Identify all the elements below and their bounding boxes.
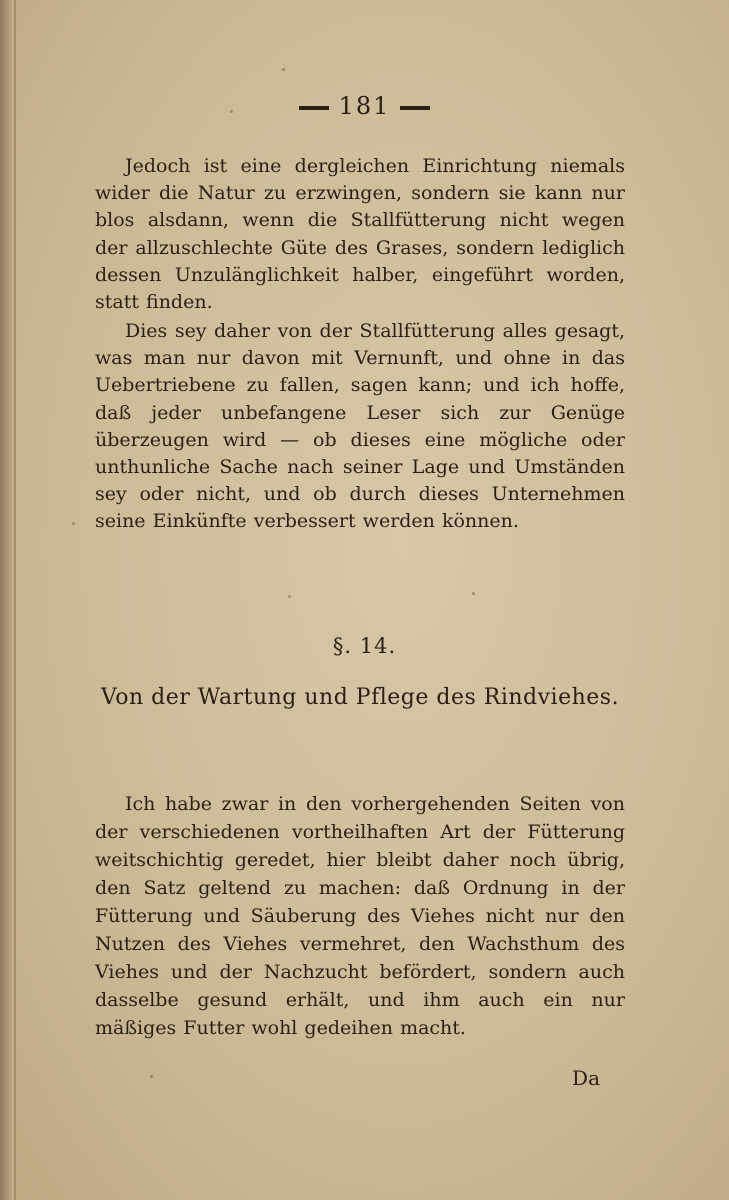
section-heading: Von der Wartung und Pflege des Rindviehes. — [100, 685, 620, 710]
header-dash-left — [299, 106, 329, 110]
catchword: Da — [572, 1066, 600, 1090]
paper-speck — [288, 595, 291, 598]
page-header — [0, 92, 729, 120]
paper-speck — [72, 522, 75, 525]
paper-speck — [230, 110, 233, 113]
section-number: §. 14. — [332, 634, 397, 658]
paragraph-3 — [95, 790, 625, 1042]
paper-speck — [282, 68, 285, 71]
paragraph-1-text: Jedoch ist eine dergleichen Einrichtung niemals wider die Natur zu erzwingen, sondern sie kann nur blos alsdann, wenn die Stallfütterung nicht wegen der allzuschlechte Güte des Grases, sondern lediglich dessen Unzulänglichkeit halber, eingeführt worden, statt finden. — [95, 155, 625, 314]
page-gutter — [0, 0, 14, 1200]
paper-speck — [472, 592, 475, 595]
paper-speck — [150, 1075, 153, 1078]
paragraph-1 — [95, 153, 625, 316]
page-number: 181 — [338, 92, 391, 120]
paragraph-2 — [95, 318, 625, 536]
header-dash-right — [400, 106, 430, 110]
page-edge — [14, 0, 16, 1200]
paragraph-2-text: Dies sey daher von der Stallfütterung alles gesagt, was man nur davon mit Vernunft, und ohne in das Uebertriebene zu fallen, sagen kann; und ich hoffe, daß jeder unbefangene Leser sich zur Genüge überzeugen wird — ob dieses eine mögliche oder unthunliche Sache nach seiner Lage und Umständen sey oder nicht, und ob durch dieses Unternehmen seine Einkünfte verbessert werden können. — [95, 320, 625, 533]
paragraph-3-text: Ich habe zwar in den vorhergehenden Seiten von der verschiedenen vortheilhaften Art der Fütterung weitschichtig geredet, hier bleibt daher noch übrig, den Satz geltend zu machen: daß Ordnung in der Fütterung und Säuberung des Viehes nicht nur den Nutzen des Viehes vermehret, den Wachsthum des Viehes und der Nachzucht befördert, sondern auch dasselbe gesund erhält, und ihm auch ein nur mäßiges Futter wohl gedeihen macht. — [95, 793, 625, 1039]
